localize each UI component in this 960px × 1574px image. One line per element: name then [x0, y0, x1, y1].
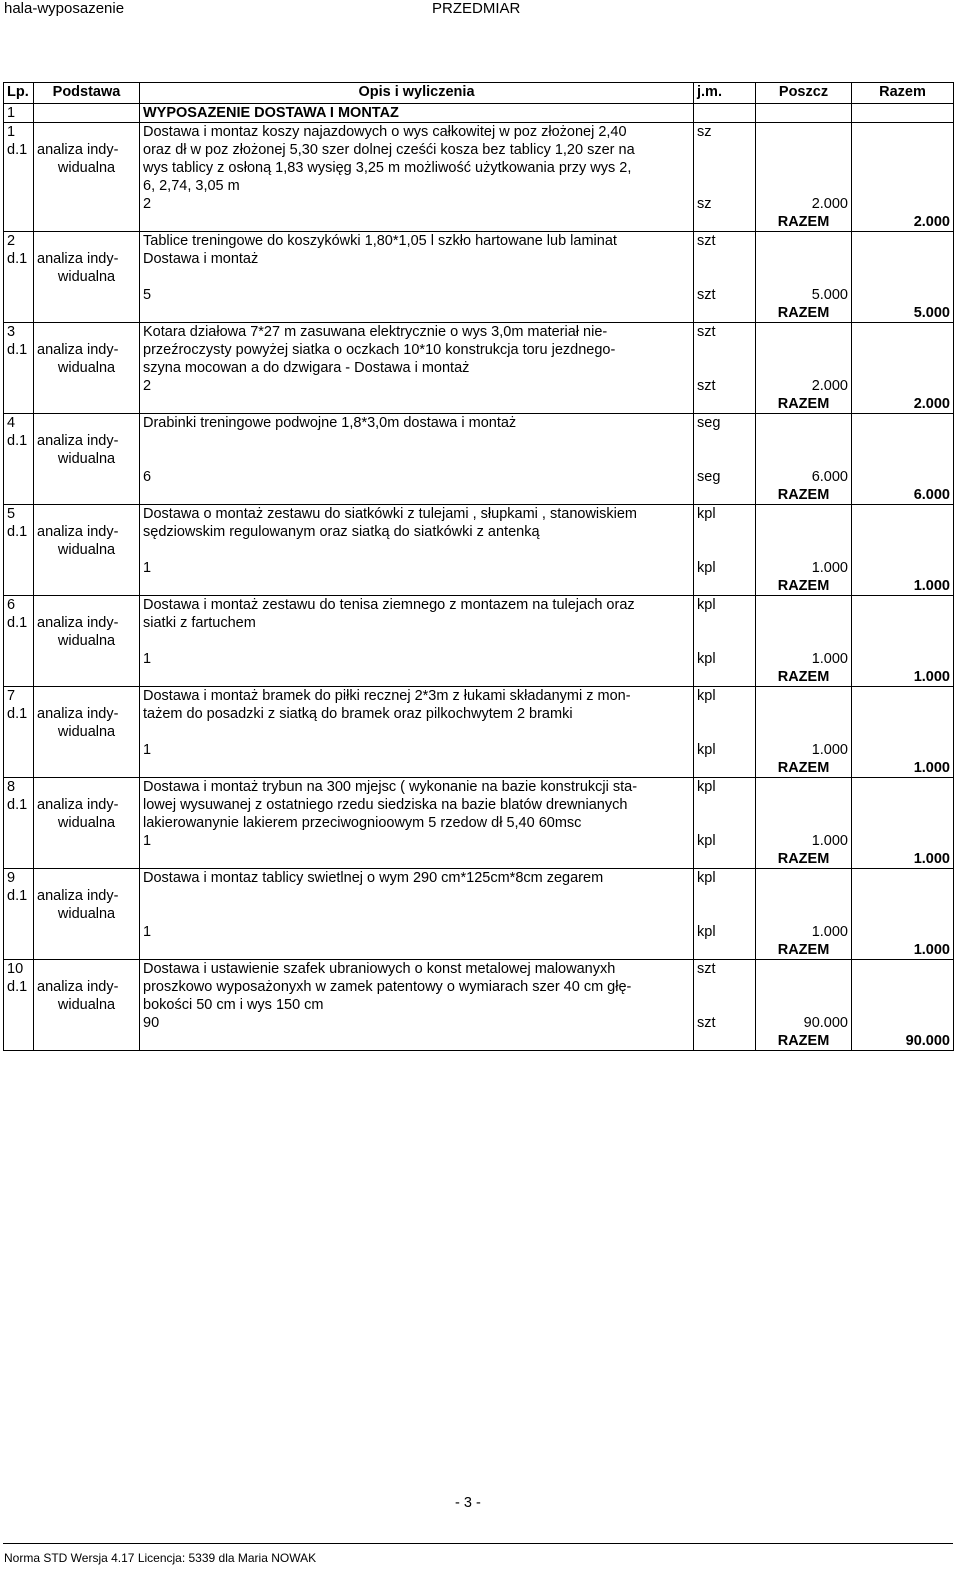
item-poszcz: 1.000 — [756, 832, 852, 850]
col-poszcz: Poszcz — [756, 83, 852, 104]
item-row — [4, 596, 954, 651]
item-description — [140, 232, 694, 287]
item-podstawa-2: widualna — [57, 997, 116, 1013]
item-lp: 4 — [7, 415, 16, 431]
razem-row — [4, 668, 954, 687]
item-qty: 1 — [140, 741, 694, 759]
item-qty-jm: szt — [694, 286, 756, 304]
item-description — [140, 414, 694, 469]
item-qty-jm: kpl — [694, 650, 756, 668]
item-description — [140, 505, 694, 560]
item-podstawa-1: analiza indy- — [37, 524, 119, 540]
item-razem: 2.000 — [852, 213, 954, 232]
document-header-left: hala-wyposazenie — [4, 0, 125, 17]
item-lp: 7 — [7, 688, 16, 704]
item-row — [4, 123, 954, 196]
item-jm: szt — [694, 323, 756, 378]
razem-label: RAZEM — [756, 850, 852, 869]
item-lp: 5 — [7, 506, 16, 522]
item-row — [4, 505, 954, 560]
item-qty: 1 — [140, 923, 694, 941]
item-qty-jm: kpl — [694, 741, 756, 759]
razem-row — [4, 850, 954, 869]
item-jm: seg — [694, 414, 756, 469]
item-jm: kpl — [694, 778, 756, 833]
quantity-row — [4, 286, 954, 304]
section-title: WYPOSAZENIE DOSTAWA I MONTAZ — [140, 104, 694, 123]
item-description — [140, 323, 694, 378]
item-jm: szt — [694, 232, 756, 287]
razem-row — [4, 486, 954, 505]
item-code: d.1 — [7, 142, 28, 158]
item-lp: 1 — [7, 124, 16, 140]
razem-row — [4, 1032, 954, 1051]
item-desc-line: Drabinki treningowe podwojne 1,8*3,0m dostawa i montaż — [143, 415, 517, 431]
item-qty: 1 — [140, 832, 694, 850]
razem-label: RAZEM — [756, 668, 852, 687]
page-number: - 3 - — [455, 1495, 481, 1511]
item-podstawa-1: analiza indy- — [37, 797, 119, 813]
item-row — [4, 960, 954, 1015]
item-poszcz: 1.000 — [756, 741, 852, 759]
item-desc-line: wys tablicy z osłoną 1,83 wysięg 3,25 m możliwość użytkowania przy wys 2, — [143, 160, 632, 176]
razem-row — [4, 304, 954, 323]
item-desc-line: Dostawa o montaż zestawu do siatkówki z tulejami , słupkami , stanowiskiem — [143, 506, 637, 522]
razem-label: RAZEM — [756, 304, 852, 323]
quantity-row — [4, 923, 954, 941]
item-jm: kpl — [694, 687, 756, 742]
quantity-row — [4, 468, 954, 486]
item-code: d.1 — [7, 706, 28, 722]
item-jm: kpl — [694, 596, 756, 651]
item-desc-line: Tablice treningowe do koszykówki 1,80*1,05 l szkło hartowane lub laminat — [143, 233, 617, 249]
item-desc-line: bokości 50 cm i wys 150 cm — [143, 997, 324, 1013]
item-lp: 6 — [7, 597, 16, 613]
item-razem: 6.000 — [852, 486, 954, 505]
item-jm: kpl — [694, 505, 756, 560]
item-code: d.1 — [7, 433, 28, 449]
item-row — [4, 323, 954, 378]
item-poszcz: 90.000 — [756, 1014, 852, 1032]
item-desc-line: Dostawa i montaz koszy najazdowych o wys całkowitej w poz złożonej 2,40 — [143, 124, 627, 140]
quantity-row — [4, 1014, 954, 1032]
item-description — [140, 123, 694, 196]
col-razem: Razem — [852, 83, 954, 104]
item-row — [4, 869, 954, 924]
col-opis: Opis i wyliczenia — [140, 83, 694, 104]
item-qty: 1 — [140, 650, 694, 668]
item-podstawa-1: analiza indy- — [37, 888, 119, 904]
item-podstawa-2: widualna — [57, 815, 116, 831]
item-desc-line: Dostawa i montaz tablicy swietlnej o wym 290 cm*125cm*8cm zegarem — [143, 870, 604, 886]
item-podstawa-1: analiza indy- — [37, 251, 119, 267]
item-row — [4, 778, 954, 833]
item-qty-jm: kpl — [694, 559, 756, 577]
item-podstawa-2: widualna — [57, 269, 116, 285]
razem-label: RAZEM — [756, 395, 852, 414]
item-qty: 2 — [140, 377, 694, 395]
col-podstawa: Podstawa — [34, 83, 140, 104]
quantity-row — [4, 377, 954, 395]
razem-row — [4, 213, 954, 232]
item-podstawa-2: widualna — [57, 906, 116, 922]
quantity-row — [4, 559, 954, 577]
razem-label: RAZEM — [756, 759, 852, 778]
item-description — [140, 960, 694, 1015]
item-row — [4, 232, 954, 287]
razem-label: RAZEM — [756, 1032, 852, 1051]
item-podstawa-2: widualna — [57, 633, 116, 649]
item-description — [140, 687, 694, 742]
item-qty: 1 — [140, 559, 694, 577]
razem-row — [4, 577, 954, 596]
item-podstawa-1: analiza indy- — [37, 433, 119, 449]
item-desc-line: szyna mocowan a do dzwigara - Dostawa i montaż — [143, 360, 470, 376]
item-row — [4, 687, 954, 742]
column-header-row — [4, 83, 954, 104]
item-desc-line: lowej wysuwanej z ostatniego rzedu siedziska na bazie blatów drewnianych — [143, 797, 628, 813]
item-qty: 90 — [140, 1014, 694, 1032]
item-qty: 5 — [140, 286, 694, 304]
item-podstawa-1: analiza indy- — [37, 342, 119, 358]
item-description — [140, 778, 694, 833]
przedmiar-table — [3, 82, 954, 1051]
razem-label: RAZEM — [756, 213, 852, 232]
item-lp: 9 — [7, 870, 16, 886]
item-razem: 2.000 — [852, 395, 954, 414]
item-code: d.1 — [7, 342, 28, 358]
item-qty-jm: seg — [694, 468, 756, 486]
item-poszcz: 1.000 — [756, 650, 852, 668]
razem-row — [4, 395, 954, 414]
razem-row — [4, 759, 954, 778]
item-poszcz: 2.000 — [756, 377, 852, 395]
item-desc-line: tażem do posadzki z siatką do bramek oraz pilkochwytem 2 bramki — [143, 706, 573, 722]
quantity-row — [4, 195, 954, 213]
item-description — [140, 869, 694, 924]
item-razem: 5.000 — [852, 304, 954, 323]
item-lp: 3 — [7, 324, 16, 340]
item-podstawa-2: widualna — [57, 542, 116, 558]
item-qty-jm: kpl — [694, 923, 756, 941]
item-podstawa-2: widualna — [57, 360, 116, 376]
item-qty-jm: szt — [694, 1014, 756, 1032]
item-jm: kpl — [694, 869, 756, 924]
item-desc-line: sędziowskim regulowanym oraz siatką do siatkówki z antenką — [143, 524, 540, 540]
item-poszcz: 1.000 — [756, 559, 852, 577]
item-podstawa-1: analiza indy- — [37, 615, 119, 631]
item-poszcz: 6.000 — [756, 468, 852, 486]
quantity-row — [4, 650, 954, 668]
razem-label: RAZEM — [756, 577, 852, 596]
item-poszcz: 1.000 — [756, 923, 852, 941]
item-code: d.1 — [7, 888, 28, 904]
quantity-row — [4, 832, 954, 850]
item-code: d.1 — [7, 615, 28, 631]
item-qty: 6 — [140, 468, 694, 486]
item-razem: 1.000 — [852, 850, 954, 869]
item-poszcz: 5.000 — [756, 286, 852, 304]
item-desc-line: Dostawa i montaż zestawu do tenisa ziemnego z montazem na tulejach oraz — [143, 597, 635, 613]
item-qty: 2 — [140, 195, 694, 213]
item-podstawa-2: widualna — [57, 160, 116, 176]
item-razem: 1.000 — [852, 941, 954, 960]
item-podstawa-2: widualna — [57, 451, 116, 467]
item-podstawa-2: widualna — [57, 724, 116, 740]
item-row — [4, 414, 954, 469]
item-qty-jm: sz — [694, 195, 756, 213]
license-text: Norma STD Wersja 4.17 Licencja: 5339 dla Maria NOWAK — [4, 1551, 317, 1565]
item-desc-line: Dostawa i montaż bramek do piłki recznej 2*3m z łukami składanymi z mon- — [143, 688, 631, 704]
footer-divider — [3, 1543, 953, 1544]
item-desc-line: lakierowanynie lakierem przeciwognioowym 5 rzedow dł 5,40 60msc — [143, 815, 582, 831]
razem-label: RAZEM — [756, 486, 852, 505]
item-jm: sz — [694, 123, 756, 196]
document-header-title: PRZEDMIAR — [432, 0, 521, 17]
item-code: d.1 — [7, 524, 28, 540]
col-lp: Lp. — [4, 83, 34, 104]
item-razem: 1.000 — [852, 759, 954, 778]
item-podstawa-1: analiza indy- — [37, 706, 119, 722]
item-razem: 1.000 — [852, 577, 954, 596]
item-jm: szt — [694, 960, 756, 1015]
item-podstawa-1: analiza indy- — [37, 142, 119, 158]
item-desc-line: Dostawa i montaż — [143, 251, 259, 267]
item-qty-jm: kpl — [694, 832, 756, 850]
section-lp: 1 — [4, 104, 34, 123]
item-desc-line: Dostawa i montaż trybun na 300 mjejsc ( wykonanie na bazie konstrukcji sta- — [143, 779, 638, 795]
item-lp: 10 — [7, 961, 24, 977]
item-desc-line: Kotara działowa 7*27 m zasuwana elektrycznie o wys 3,0m materiał nie- — [143, 324, 608, 340]
item-poszcz: 2.000 — [756, 195, 852, 213]
item-desc-line: przeźroczysty powyżej siatka o oczkach 10*10 konstrukcja toru jezdnego- — [143, 342, 616, 358]
item-code: d.1 — [7, 979, 28, 995]
item-lp: 2 — [7, 233, 16, 249]
col-jm: j.m. — [694, 83, 756, 104]
razem-row — [4, 941, 954, 960]
item-description — [140, 596, 694, 651]
item-qty-jm: szt — [694, 377, 756, 395]
item-desc-line: proszkowo wyposażonyxh w zamek patentowy o wymiarach szer 40 cm głę- — [143, 979, 632, 995]
item-razem: 90.000 — [852, 1032, 954, 1051]
quantity-row — [4, 741, 954, 759]
item-desc-line: Dostawa i ustawienie szafek ubraniowych o konst metalowej malowanyxh — [143, 961, 616, 977]
item-lp: 8 — [7, 779, 16, 795]
razem-label: RAZEM — [756, 941, 852, 960]
item-desc-line: siatki z fartuchem — [143, 615, 256, 631]
section-row — [4, 104, 954, 123]
item-code: d.1 — [7, 797, 28, 813]
item-desc-line: 6, 2,74, 3,05 m — [143, 178, 240, 194]
item-razem: 1.000 — [852, 668, 954, 687]
item-code: d.1 — [7, 251, 28, 267]
item-desc-line: oraz dł w poz złożonej 5,30 szer dolnej cześći kosza bez tablicy 1,20 szer na — [143, 142, 635, 158]
item-podstawa-1: analiza indy- — [37, 979, 119, 995]
